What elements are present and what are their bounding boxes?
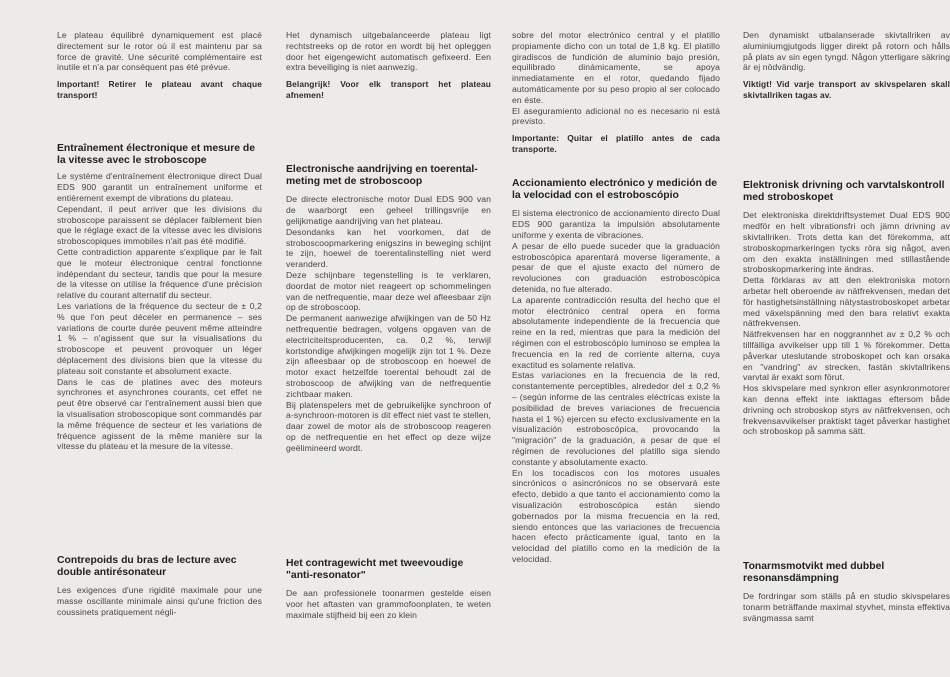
warning-text: Viktigt! Vid varje transport av skivspelaren skall skivtallriken tagas av. <box>743 79 950 100</box>
body-paragraph: Cependant, il peut arriver que les divisions du stroboscope paraissent se déplacer faiblement bien que le réglage exact de la vitesse avec les divisions stroboscopiques immobiles n'ait pas été modifié. <box>57 203 262 247</box>
body-paragraph: A pesar de ello puede suceder que la graduación estroboscópica aparentará moverse ligeramente, a pesar de que el ajuste exacto del número de revoluciones con graduación estroboscópica detenida, no fue alterado. <box>512 240 720 294</box>
body-paragraph: Le système d'entraînement électronique direct Dual EDS 900 garantit un entraînement uniforme et entièrement exempt de vibrations du plateau. <box>57 171 262 203</box>
body-paragraph: Les exigences d'une rigidité maximale pour une masse oscillante minimale ainsi qu'une friction des coussinets pratiquement négli- <box>57 585 262 617</box>
section-heading: Accionamiento electrónico y medición de la velocidad con el estroboscópio <box>512 178 717 202</box>
section-heading: Entraînement électronique et mesure de la vitesse avec le stroboscope <box>57 143 256 167</box>
body-paragraph: Estas variaciones en la frecuencia de la red, constantemente perceptibles, alrededor del ± 0,2 % – (según informe de las centrales eléctricas existe la posibilidad de breves variaciones de frecuencia hasta el 1 %) ejercen su efecto exclusivamente en la visualización estroboscópica, provocando la "migración" de la graduación, a pesar de que el régimen de revoluciones del platillo siga siendo constante y absolutamente exacto. <box>512 370 720 467</box>
body-paragraph: El sistema electronico de accionamiento directo Dual EDS 900 garantiza la impulsión absolutamente uniforme y exenta de vibraciones. <box>512 208 720 240</box>
body-paragraph: Les variations de la fréquence du secteur de ± 0,2 % que l'on peut déceler en permanence – ses variations de courte durée peuvent même atteindre 1 % – n'agissent que sur la visualisations du stroboscope et peuvent provoquer un léger déplacement des divisions bien que la vitesse du plateau soit constante et absolument exacte. <box>57 300 262 376</box>
warning-text: Belangrijk! Voor elk transport het plateau afnemen! <box>286 79 491 100</box>
body-paragraph: Dans le cas de platines avec des moteurs synchrones et asynchrones courants, cet effet ne peut être observé car l'entraînement aussi bien que la visualisation stroboscopique sont commandés par la même fréquence de secteur et les variations de fréquence agissent de la même manière sur la vitesse du plateau et la mesure de la vitesse. <box>57 376 262 452</box>
body-paragraph: Desondanks kan het voorkomen, dat de stroboscoopmarkering enigszins in beweging schijnt te zijn, hoewel de toerentalinstelling niet werd veranderd. <box>286 226 491 270</box>
intro-paragraph: El aseguramiento adicional no es necesario ni está previsto. <box>512 105 720 127</box>
body-paragraph: De permanent aanwezige afwijkingen van de 50 Hz netfrequentie bedragen, volgens opgaven van de electriciteitsproducenten, ca. 0,2 %, terwijl kortstondige afwijkingen mogelijk zijn tot 1 %. Deze zijn afleesbaar op de stroboscoop en hoewel de motor exact hetzelfde toerental behoudt zal de stroboscoop de afwijking van de netfrequentie zichtbaar maken. <box>286 313 491 399</box>
column-spanish <box>512 30 720 630</box>
body-paragraph: De directe electronische motor Dual EDS 900 van de waarborgt een geheel trillingsvrije en gelijkmatige aandrijving van het plateau. <box>286 194 491 226</box>
section-heading: Elektronisk drivning och varvtalskontroll med stroboskopet <box>743 180 945 204</box>
body-paragraph: Bij platenspelers met de gebruikelijke synchroon of a-synchroon-motoren is dit effect niet vast te stellen, daar zowel de motor als de stroboscoop reageren op de netfrequentie en het effect op deze wijze geëlimineerd wordt. <box>286 399 491 453</box>
intro-paragraph: Le plateau équilibré dynamiquement est placé directement sur le rotor où il est maintenu par sa force de gravité. Une sécurité complémentaire est inutile et n'a par conséquent pas été prévue. <box>57 30 262 73</box>
warning-text: Important! Retirer le plateau avant chaque transport! <box>57 79 262 100</box>
body-paragraph: Cette contradiction apparente s'explique par le fait que le moteur électronique central fonctionne indépendant du secteur, tandis que pour la mesure de la vitesse on utilise la fréquence d'une précision relative du courant alternatif du secteur. <box>57 246 262 301</box>
section-heading: Electronische aandrijving en toerental-meting met de stroboscoop <box>286 164 478 188</box>
body-paragraph: La aparente contradicción resulta del hecho que el motor electrónico central opera en forma absolutamente independiente de la frecuencia que reine en la red, mientras que para la medición del régimen con el estroboscópio luminoso se emplea la frecuencia en la red de corriente alterna, cuya exactitud es solamente relativa. <box>512 294 720 370</box>
body-paragraph: De aan professionele toonarmen gestelde eisen voor het aftasten van grammofoonplaten, te weten maximale stijfheid bij een zo klein <box>286 588 491 620</box>
section-heading: Tonarmsmotvikt med dubbel resonansdämpning <box>743 561 885 585</box>
intro-paragraph: sobre del motor electrónico central y el platillo propiamente dicho con un total de 1,8 kg. El platillo giradiscos de fundición de aluminio bajo presión, equilibrado dinámicamente, se apoya inmediatamente en el rotor, quedando fijado automáticamente por su peso propio al ser colocado en éste. <box>512 30 720 105</box>
intro-paragraph: Het dynamisch uitgebalanceerde plateau ligt rechtstreeks op de rotor en wordt bij het opleggen door het eigengewicht automatisch gefixeerd. Een extra beveiliging is niet aanwezig. <box>286 30 491 73</box>
column-french <box>57 30 262 630</box>
body-paragraph: Detta förklaras av att den elektroniska motorn arbetar helt oberoende av nätfrekvensen, medan det för hastighetsinställning nätystastroboskopet arbetar med växelspänning med den bara relativt exakta nätfrekvensen. <box>743 275 950 329</box>
body-paragraph: En los tocadiscos con los motores usuales sincrónicos o asincrónicos no se observará este efecto, debido a que tanto el accionamiento como la visualización estroboscópica están siendo gobernados por la misma frecuencia en la red, siendo entonces que las variaciones de frecuencia hacen efecto prácticamente igual, tanto en la velocidad del platillo como en la medición de la velocidad. <box>512 467 720 564</box>
body-paragraph: Hos skivspelare med synkron eller asynkronmotorer kan denna effekt inte iakttagas eftersom både drivning och stroboskop styrs av nätfrekvensen, och frekvensavvikelser praktiskt taget påverkar hastighet och stroboskop på samma sätt. <box>743 383 950 437</box>
column-dutch <box>286 30 491 630</box>
section-heading: Het contragewicht met tweevoudige "anti-resonator" <box>286 558 464 582</box>
warning-text: Importante: Quitar el platillo antes de cada transporte. <box>512 133 720 154</box>
intro-paragraph: Den dynamiskt utbalanserade skivtallriken av aluminiumgjutgods ligger direkt på rotorn och hålls på plats av sin egen tyngd. Någon ytterligare säkring är ej nödvändig. <box>743 30 950 73</box>
body-paragraph: De fordringar som ställs på en studio skivspelares tonarm beträffande maximal styvhet, minsta effektiva svängmassa samt <box>743 591 950 623</box>
body-paragraph: Deze schijnbare tegenstelling is te verklaren, doordat de motor niet reageert op schommelingen van de netfrequentie, maar deze wel afleesbaar zijn op de stroboscoop. <box>286 269 491 313</box>
body-paragraph: Nätfrekvensen har en noggrannhet av ± 0,2 % och tillfälliga avvikelser upp till 1 % förekommer. Detta påverkar uteslutande stroboskopet och kan orsaka en "vandring" av strecken, fastän skivtallrikens varvtal är exakt som förut. <box>743 329 950 383</box>
body-paragraph: Det elektroniska direktdriftsystemet Dual EDS 900 medför en helt vibrationsfri och jämn drivning av skivtallriken. Trots detta kan det förekomma, att stroboskopmarkeringen tycks röra sig något, aven om den exakta inställningen med stillastående stroboskopmarkering inte ändras. <box>743 210 950 275</box>
column-swedish <box>743 30 950 630</box>
section-heading: Contrepoids du bras de lecture avec double antirésonateur <box>57 555 237 579</box>
